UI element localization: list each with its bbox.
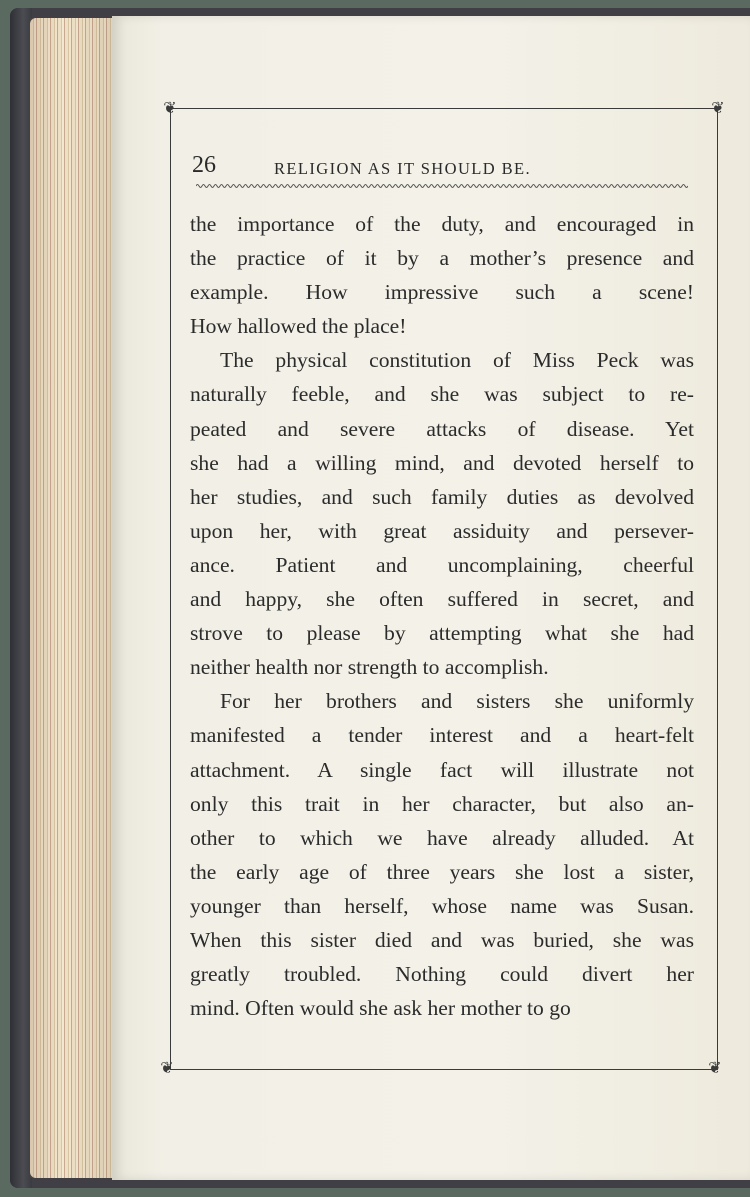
page-number: 26 [192,152,216,178]
text-line: other to which we have already alluded. At [190,825,694,850]
book-spine [10,8,32,1188]
text-line: The physical constitution of Miss Peck was [220,348,694,373]
text-line: peated and severe attacks of disease. Yet [190,416,694,441]
text-line: When this sister died and was buried, she was [190,927,694,952]
text-line: mind. Often would she ask her mother to go [190,996,571,1021]
text-line: the importance of the duty, and encouraged in [190,212,694,236]
text-line: attachment. A single fact will illustrate not [190,757,694,782]
corner-ornament-icon: ❦ [708,1060,722,1077]
corner-ornament-icon: ❦ [163,100,177,117]
text-line: the practice of it by a mother’s presence and [190,246,694,271]
text-line: manifested a tender interest and a heart-felt [190,723,694,748]
text-line: neither health nor strength to accomplish. [190,655,549,680]
text-line: ance. Patient and uncomplaining, cheerful [190,552,694,577]
text-line: and happy, she often suffered in secret, and [190,587,694,612]
running-title: RELIGION AS IT SHOULD BE. [274,159,531,178]
text-line: her studies, and such family duties as devolved [190,484,694,509]
text-line: How hallowed the place! [190,314,407,339]
paragraph [190,684,694,1025]
body-text [190,207,694,1025]
running-head [192,150,692,184]
paragraph [190,343,694,684]
text-line: example. How impressive such a scene! [190,280,694,305]
text-line: only this trait in her character, but also an- [190,791,694,816]
paragraph [190,207,694,343]
text-line: the early age of three years she lost a sister, [190,859,694,884]
text-line: upon her, with great assiduity and persever- [190,518,694,543]
text-line: strove to please by attempting what she had [190,621,694,646]
corner-ornament-icon: ❦ [160,1060,174,1077]
text-line: younger than herself, whose name was Susan. [190,893,694,918]
text-line: greatly troubled. Nothing could divert her [190,962,694,987]
wavy-rule [196,182,688,190]
text-line: naturally feeble, and she was subject to re- [190,382,694,407]
text-line: For her brothers and sisters she uniformly [220,689,694,714]
corner-ornament-icon: ❦ [711,100,725,117]
text-line: she had a willing mind, and devoted herself to [190,450,694,475]
